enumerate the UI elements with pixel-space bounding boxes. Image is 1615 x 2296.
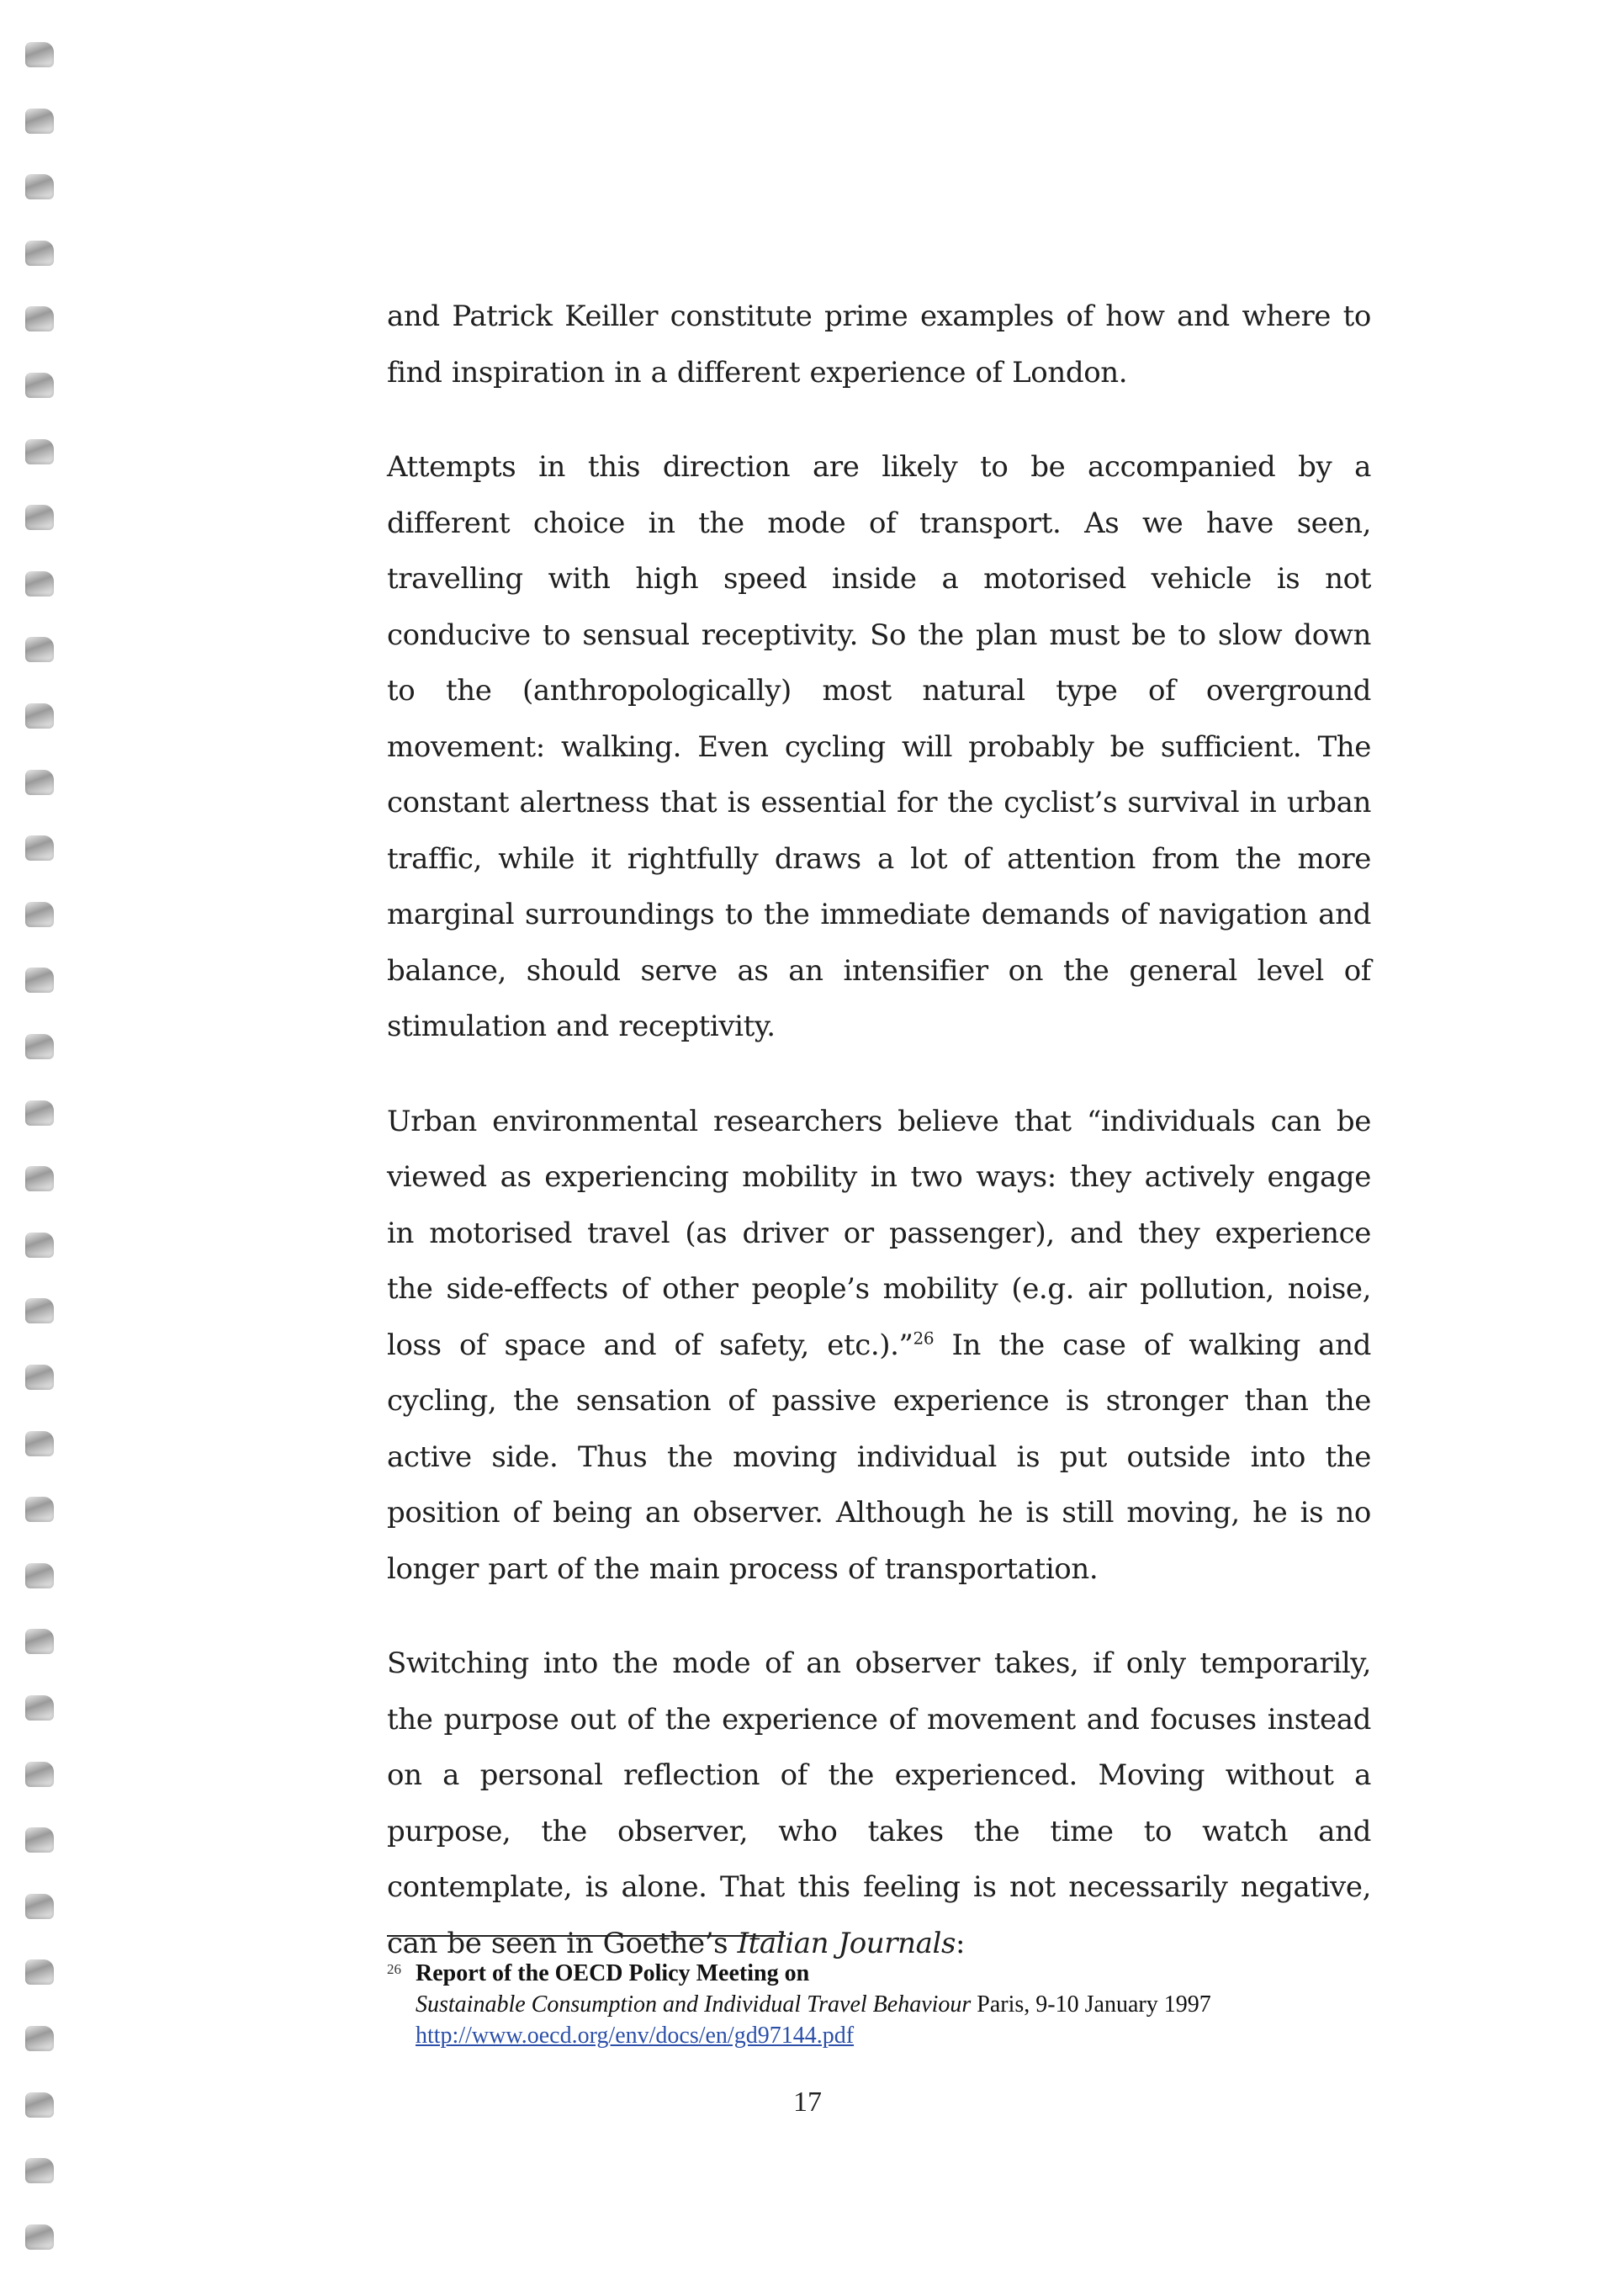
binding-hole: [25, 1034, 54, 1059]
binding-hole: [25, 703, 54, 729]
paragraph-3: [387, 1094, 1371, 1598]
binding-hole: [25, 1365, 54, 1390]
binding-hole: [25, 174, 54, 199]
binding-hole: [25, 373, 54, 398]
binding-hole: [25, 1762, 54, 1787]
paragraph-4-text: Switching into the mode of an observer takes, if only temporarily, the purpose out of the experience of movement and focuses instead on a personal reflection of the experienced. Moving without a purpose, the observer, who takes the time to watch and contemplate, is alone. That this feeling is not necessarily negative, can be seen in Goethe’s: [387, 1646, 1371, 1960]
binding-hole: [25, 1431, 54, 1456]
binding-hole: [25, 2026, 54, 2051]
binding-hole: [25, 1959, 54, 1985]
binding-hole: [25, 1894, 54, 1919]
footnote-link[interactable]: http://www.oecd.org/env/docs/en/gd97144.pdf: [416, 2023, 855, 2049]
binding-hole: [25, 439, 54, 464]
paragraph-3-continuation: In the case of walking and cycling, the sensation of passive experience is stronger than the active side. Thus the moving individual is put outside into the position of being an observer. Although he is still moving, he is no longer part of the main process of transportation.: [387, 1328, 1371, 1586]
binding-hole: [25, 1100, 54, 1126]
binding-hole: [25, 637, 54, 662]
binding-hole: [25, 2224, 54, 2250]
binding-hole: [25, 1298, 54, 1323]
spiral-binding: [19, 42, 62, 2263]
binding-hole: [25, 1695, 54, 1721]
binding-hole: [25, 968, 54, 993]
binding-hole: [25, 902, 54, 927]
binding-hole: [25, 1563, 54, 1588]
paragraph-4: [387, 1636, 1371, 1971]
footnote-number: 26: [387, 1961, 401, 1977]
body-text: [387, 289, 1371, 1971]
footnote: [387, 1954, 1371, 2051]
paragraph-4-end: :: [956, 1926, 966, 1960]
footnote-citation: [387, 1989, 1371, 2020]
binding-hole: [25, 306, 54, 331]
binding-hole: [25, 835, 54, 861]
book-title: Italian Journals: [737, 1926, 956, 1960]
binding-hole: [25, 571, 54, 597]
paragraph-1: and Patrick Keiller constitute prime examples of how and where to find inspiration in a different experience of London.: [387, 300, 1371, 390]
paragraph-3-quote: Urban environmental researchers believe that “individuals can be viewed as experiencing mobility in two ways: they actively engage in motorised travel (as driver or passenger), and they experience the side-effects of other people’s mobility (e.g. air pollution, noise, loss of space and of safety, etc.).”: [387, 1104, 1371, 1362]
binding-hole: [25, 1827, 54, 1853]
binding-hole: [25, 770, 54, 795]
page-number: 17: [793, 2087, 822, 2118]
footnote-title: Report of the OECD Policy Meeting on: [416, 1960, 810, 1986]
binding-hole: [25, 2158, 54, 2183]
binding-hole: [25, 1166, 54, 1191]
binding-hole: [25, 241, 54, 266]
binding-hole: [25, 42, 54, 67]
footnote-subtitle: Sustainable Consumption and Individual Travel Behaviour: [416, 1991, 972, 2018]
binding-hole: [25, 1233, 54, 1258]
binding-hole: [25, 1629, 54, 1654]
binding-hole: [25, 505, 54, 530]
paragraph-2: Attempts in this direction are likely to be accompanied by a different choice in the mode of transport. As we have seen, travelling with high speed inside a motorised vehicle is not conducive to sensual receptivity. So the plan must be to slow down to the (anthropologically) most natural type of overground movement: walking. Even cycling will probably be sufficient. The constant alertness that is essential for the cyclist’s survival in urban traffic, while it rightfully draws a lot of attention from the more marginal surroundings to the immediate demands of navigation and balance, should serve as an intensifier on the general level of stimulation and receptivity.: [387, 450, 1371, 1043]
footnote-heading: [387, 1954, 1371, 1989]
binding-hole: [25, 2092, 54, 2118]
footnote-place-date: Paris, 9-10 January 1997: [971, 1991, 1211, 2018]
footnote-divider: [387, 1935, 786, 1937]
binding-hole: [25, 1497, 54, 1522]
binding-hole: [25, 109, 54, 134]
footnote-link-line: [387, 2020, 1371, 2051]
footnote-reference[interactable]: 26: [913, 1328, 935, 1349]
